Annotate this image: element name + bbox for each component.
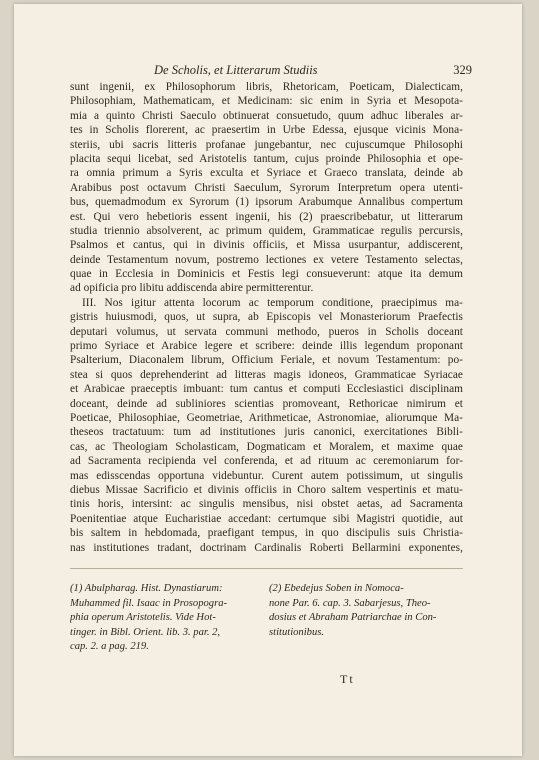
text-line: gistris huiusmodi, quos, ut supra, ab Episcopis vel Monasteriorum Praefectis <box>70 311 463 324</box>
footnote-line: none Par. 6. cap. 3. Sabarjesus, Theo- <box>269 597 431 609</box>
page-number: 329 <box>453 63 472 77</box>
text-line: Arabibus post octavum Christi Saeculum, Syrorum Interpretum opera utenti- <box>70 181 463 194</box>
text-line: doceant, deinde ad subliniores scientias promoveant, Rethoricae nimirum et <box>70 397 463 410</box>
text-line: mia a quinto Christi Saeculo obtinuerat consuetudo, quum adhuc liberales ar- <box>70 109 463 122</box>
footnote-line: (1) Abulpharag. Hist. Dynastiarum: <box>70 583 223 594</box>
text-line: diebus Missae Sacrificio et divinis officiis in Choro saltem vespertinis et matu- <box>70 483 463 496</box>
text-line: ad Sacramenta recipienda vel conferenda, et ad rituum ac ceremoniarum for- <box>70 455 463 468</box>
text-line: Psalterium, Diaconalem librum, Officium Feriale, et novum Testamentum: po- <box>70 354 463 367</box>
text-line: tes in Scholis florerent, ac praesertim in Urbe Edessa, ejusque vicinis Mona- <box>70 124 463 137</box>
text-line: mas edisscendas opportuna videbuntur. Curent autem potissimum, ut singulis <box>70 469 463 482</box>
text-line: ad opificia pro libitu addiscenda abire permitterentur. <box>70 282 314 295</box>
text-line: cas, ac Theologiam Scholasticam, Dogmaticam et Moralem, et maxime quae <box>70 440 463 453</box>
text-line: et Arabicae praeceptis imbuant: tum cantus et computi Ecclesiastici disciplinam <box>70 383 463 396</box>
text-line: Poeticae, Philosophiae, Geometriae, Arithmeticae, Astronomiae, aliorumque Ma- <box>70 411 463 424</box>
footnote-line: (2) Ebedejus Soben in Nomoca- <box>269 583 404 594</box>
text-line: quae in Ecclesia in Dominicis et Festis legi consueverunt: atque ita demum <box>70 268 463 281</box>
text-line: deinde Testamentum novum, postremo lectiones ex vetere Testamento selectas, <box>70 253 463 266</box>
footnote-1 <box>70 582 246 655</box>
text-line: stea si quos deprehenderint ad litteras magis idoneos, Grammaticae Syriacae <box>70 368 463 381</box>
footnote-line: Muhammed fil. Isaac in Prosopogra- <box>70 597 228 609</box>
footnote-2 <box>269 582 465 640</box>
text-line: Poenitentiae atque Eucharistiae accedant: certumque sibi Magistri quotidie, aut <box>70 512 463 525</box>
text-line: sunt ingenii, ex Philosophorum libris, Rhetoricam, Poeticam, Dialecticam, <box>70 81 463 93</box>
text-line: theseos tractatuum: tum ad institutiones juris canonici, exercitationes Bibli- <box>70 426 463 439</box>
text-line: primo Syriace et Arabice legere et scribere: deinde illis legendum proponant <box>70 340 463 353</box>
text-line: Psalmos et cantus, qui in divinis officiis, et Missa usurpantur, addiscerent, <box>70 239 463 252</box>
main-text <box>70 80 463 555</box>
text-line: tinis horis, intersint: ac singulis mensibus, nisi obstet aetas, ad Sacramenta <box>70 498 463 511</box>
signature-mark: Tt <box>340 672 355 686</box>
text-line: ra omnia primum a Syris exculta et Syriace et Graeco translata, deinde ab <box>70 167 463 180</box>
footnote-line: dosius et Abraham Patriarchae in Con- <box>269 612 437 623</box>
text-line: III. Nos igitur attenta locorum ac temporum conditione, praecipimus ma- <box>82 296 463 309</box>
text-line: est. Qui vero hebetioris essent ingenii, his (2) praescribebatur, ut litterarum <box>70 210 463 223</box>
footnote-divider <box>70 568 463 569</box>
text-line: Philosophiam, Mathematicam, et Medicinam: sic enim in Syria et Mesopota- <box>70 95 463 108</box>
text-line: placita sequi licebat, sed Aristotelis tantum, cujus proinde Philosophia et ope- <box>70 152 463 165</box>
text-line: steriis, ubi sacris litteris profanae jungebantur, nec cujuscumque Philosophi <box>70 138 463 151</box>
text-line: bis saltem in hebdomada, praefigant tempus, in quo discipulis suis Christia- <box>70 527 463 540</box>
footnote-line: cap. 2. a pag. 219. <box>70 641 149 652</box>
page-header <box>154 63 472 81</box>
footnote-line: phia operum Aristotelis. Vide Hot- <box>70 612 216 623</box>
text-line: deputari volumus, ut servata communi methodo, pueros in Scholis doceant <box>70 325 463 338</box>
text-line: studia triennio absolverent, ac primum quidem, Grammaticae regulis percursis, <box>70 224 463 237</box>
footnote-line: stitutionibus. <box>269 626 325 638</box>
text-line: nas institutiones tradant, doctrinam Cardinalis Roberti Bellarmini exponentes, <box>70 541 463 554</box>
footnotes <box>70 582 463 662</box>
running-title: De Scholis, et Litterarum Studiis <box>154 63 318 77</box>
footnote-line: tinger. in Bibl. Orient. lib. 3. par. 2, <box>70 626 221 638</box>
text-line: bus, quemadmodum ex Syrorum (1) ipsorum Arabumque Annalibus compertum <box>70 196 463 209</box>
